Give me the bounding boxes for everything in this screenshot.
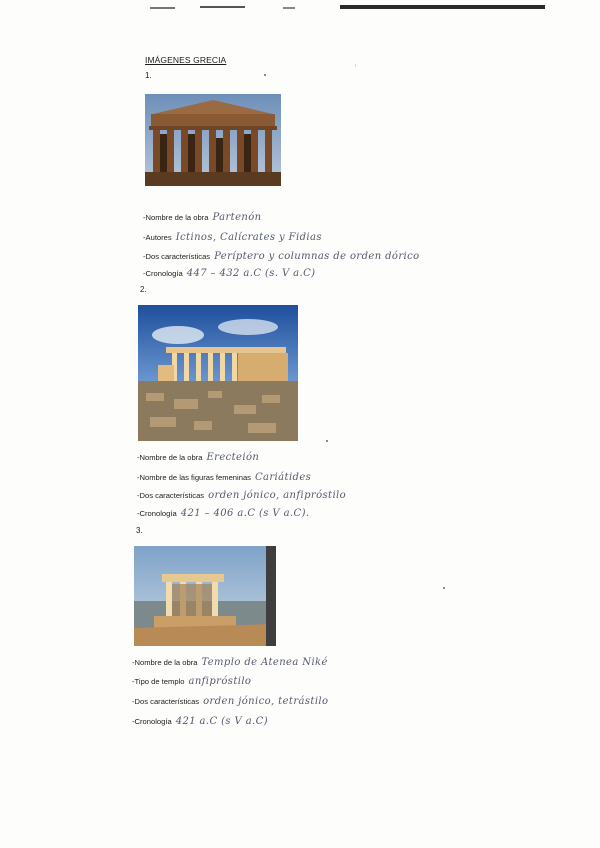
field-row: -Autores Ictinos, Calícrates y Fidias [143, 232, 322, 243]
scan-speck [355, 64, 356, 67]
answer-text: Períptero y columnas de orden dórico [214, 251, 420, 262]
answer-text: Erecteión [206, 452, 260, 463]
field-row: -Tipo de templo anfipróstilo [132, 676, 252, 687]
athena-nike-photo [134, 546, 276, 646]
field-row: -Nombre de la obra Erecteión [137, 452, 260, 463]
answer-text: orden jónico, anfipróstilo [208, 490, 347, 501]
field-row: -Cronología 421 – 406 a.C (s V a.C). [137, 508, 310, 519]
answer-text: anfipróstilo [188, 676, 252, 687]
field-row: -Dos características Períptero y columnas de orden dórico [143, 251, 420, 262]
field-row: -Nombre de la obra Templo de Atenea Niké [132, 657, 328, 668]
field-row: -Nombre de las figuras femeninas Cariátides [137, 472, 312, 483]
field-row: -Dos características orden jónico, anfipróstilo [137, 490, 347, 501]
item-number: 2. [140, 285, 147, 294]
answer-text: Templo de Atenea Niké [201, 657, 328, 668]
scan-speck [264, 74, 266, 76]
item-number: 3. [136, 526, 143, 535]
field-row: -Dos características orden jónico, tetrástilo [132, 696, 329, 707]
page-heading: IMÁGENES GRECIA [145, 55, 227, 65]
scan-speck [443, 587, 445, 589]
answer-text: Cariátides [254, 472, 312, 483]
answer-text: 447 – 432 a.C (s. V a.C) [186, 268, 316, 279]
field-row: -Cronología 421 a.C (s V a.C) [132, 716, 269, 727]
scan-edge-marks [0, 0, 600, 8]
answer-text: orden jónico, tetrástilo [203, 696, 329, 707]
field-row: -Nombre de la obra Partenón [143, 212, 262, 223]
answer-text: Partenón [212, 212, 262, 223]
answer-text: 421 – 406 a.C (s V a.C). [180, 508, 310, 519]
answer-text: 421 a.C (s V a.C) [175, 716, 269, 727]
answer-text: Ictinos, Calícrates y Fidias [175, 232, 322, 243]
field-row: -Cronología 447 – 432 a.C (s. V a.C) [143, 268, 316, 279]
item-number: 1. [145, 71, 152, 80]
parthenon-photo [145, 94, 281, 186]
scan-speck [326, 440, 328, 442]
erechtheion-photo [138, 305, 298, 441]
